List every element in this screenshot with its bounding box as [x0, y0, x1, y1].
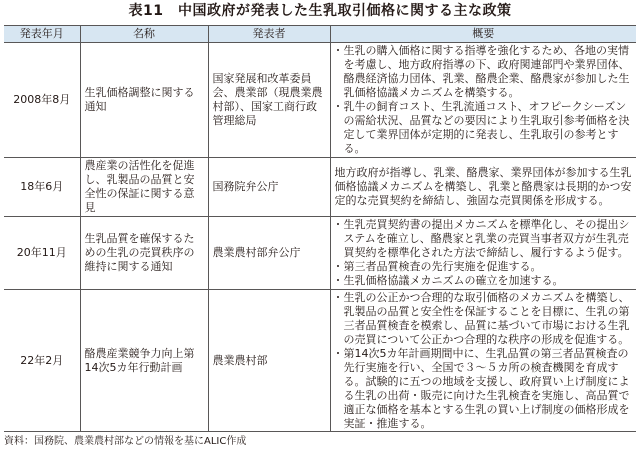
row-issuer: 農業農村部 [208, 290, 330, 432]
summary-item: ・ 第14次5カ年計画期間中に、生乳品質の第三者品質検査の先行実施を行い、全国で３～５カ所の検査機関を育成する。試験的に五つの地域を支援し、政府買い上げ制度による生乳の出荷・販売に向けた生乳検査を実施し、高品質で適正な価格を基本とする生乳の買い上げ制度の価格形成を実証・推進する。 [335, 347, 633, 431]
summary-text: 地方政府が指導し、乳業、酪農家、業界団体が参加する生乳価格協議メカニズムを構築し、乳業と酪農家は長期的かつ安定的な売買契約を締結し、強固な売買関係を形成する。 [334, 166, 632, 207]
table-row [4, 217, 636, 290]
summary-item: ・ 生乳の公正かつ合理的な取引価格のメカニズムを構築し、乳製品の品質と安全性を保証することを目標に、生乳の第三者品質検査を模索し、品質に基づいて市場における生乳の売買について公正かつ合理的な秩序の形成を促進する。 [335, 291, 633, 347]
header-row [4, 26, 636, 43]
summary-item: ・ 生乳価格協議メカニズムの確立を加速する。 [335, 274, 633, 288]
row-summary [330, 290, 636, 432]
source-note: 資料：国務院、農業農村部などの情報を基にALIC作成 [4, 436, 247, 447]
header-summary: 概要 [330, 26, 636, 43]
row-name: 生乳品質を確保するための生乳の売買秩序の維持に関する通知 [80, 217, 208, 290]
summary-item: ・ 生乳売買契約書の提出メカニズムを標準化し、その提出システムを確立し、酪農家と乳業の売買当事者双方が生乳売買契約を標準化された方法で締結し、履行するよう促す。 [335, 218, 633, 260]
row-date: 20年11月 [4, 217, 80, 290]
row-summary [330, 217, 636, 290]
row-name: 農産業の活性化を促進し、乳製品の品質と安全性の保証に関する意見 [80, 158, 208, 217]
header-name: 名称 [80, 26, 208, 43]
policy-table [4, 25, 636, 432]
table-row [4, 43, 636, 158]
table-title: 表11 中国政府が発表した生乳取引価格に関する主な政策 [128, 3, 512, 19]
summary-item: ・ 生乳の購入価格に関する指導を強化するため、各地の実情を考慮し、地方政府指導の下、政府関連部門や業界団体、酪農経済協力団体、乳業、酪農企業、酪農家が参加した生乳価格協議メカニズムを構築する。 [335, 44, 633, 100]
header-date: 発表年月 [4, 26, 80, 43]
row-summary [330, 158, 636, 217]
row-issuer: 国家発展和改革委員会、農業部（現農業農村部）、国家工商行政管理総局 [208, 43, 330, 158]
table-row [4, 158, 636, 217]
row-date: 2008年8月 [4, 43, 80, 158]
header-issuer: 発表者 [208, 26, 330, 43]
row-issuer: 農業農村部弁公庁 [208, 217, 330, 290]
summary-item: ・ 第三者品質検査の先行実施を促進する。 [335, 260, 633, 274]
row-summary [330, 43, 636, 158]
row-date: 18年6月 [4, 158, 80, 217]
row-name: 酪農産業競争力向上第14次5カ年行動計画 [80, 290, 208, 432]
row-date: 22年2月 [4, 290, 80, 432]
table-row [4, 290, 636, 432]
row-issuer: 国務院弁公庁 [208, 158, 330, 217]
row-name: 生乳価格調整に関する通知 [80, 43, 208, 158]
summary-item: ・ 乳牛の飼育コスト、生乳流通コスト、オフピークシーズンの需給状況、品質などの要因により生乳取引参考価格を決定して業界団体が定期的に発表し、生乳取引の参考とする。 [335, 100, 633, 156]
